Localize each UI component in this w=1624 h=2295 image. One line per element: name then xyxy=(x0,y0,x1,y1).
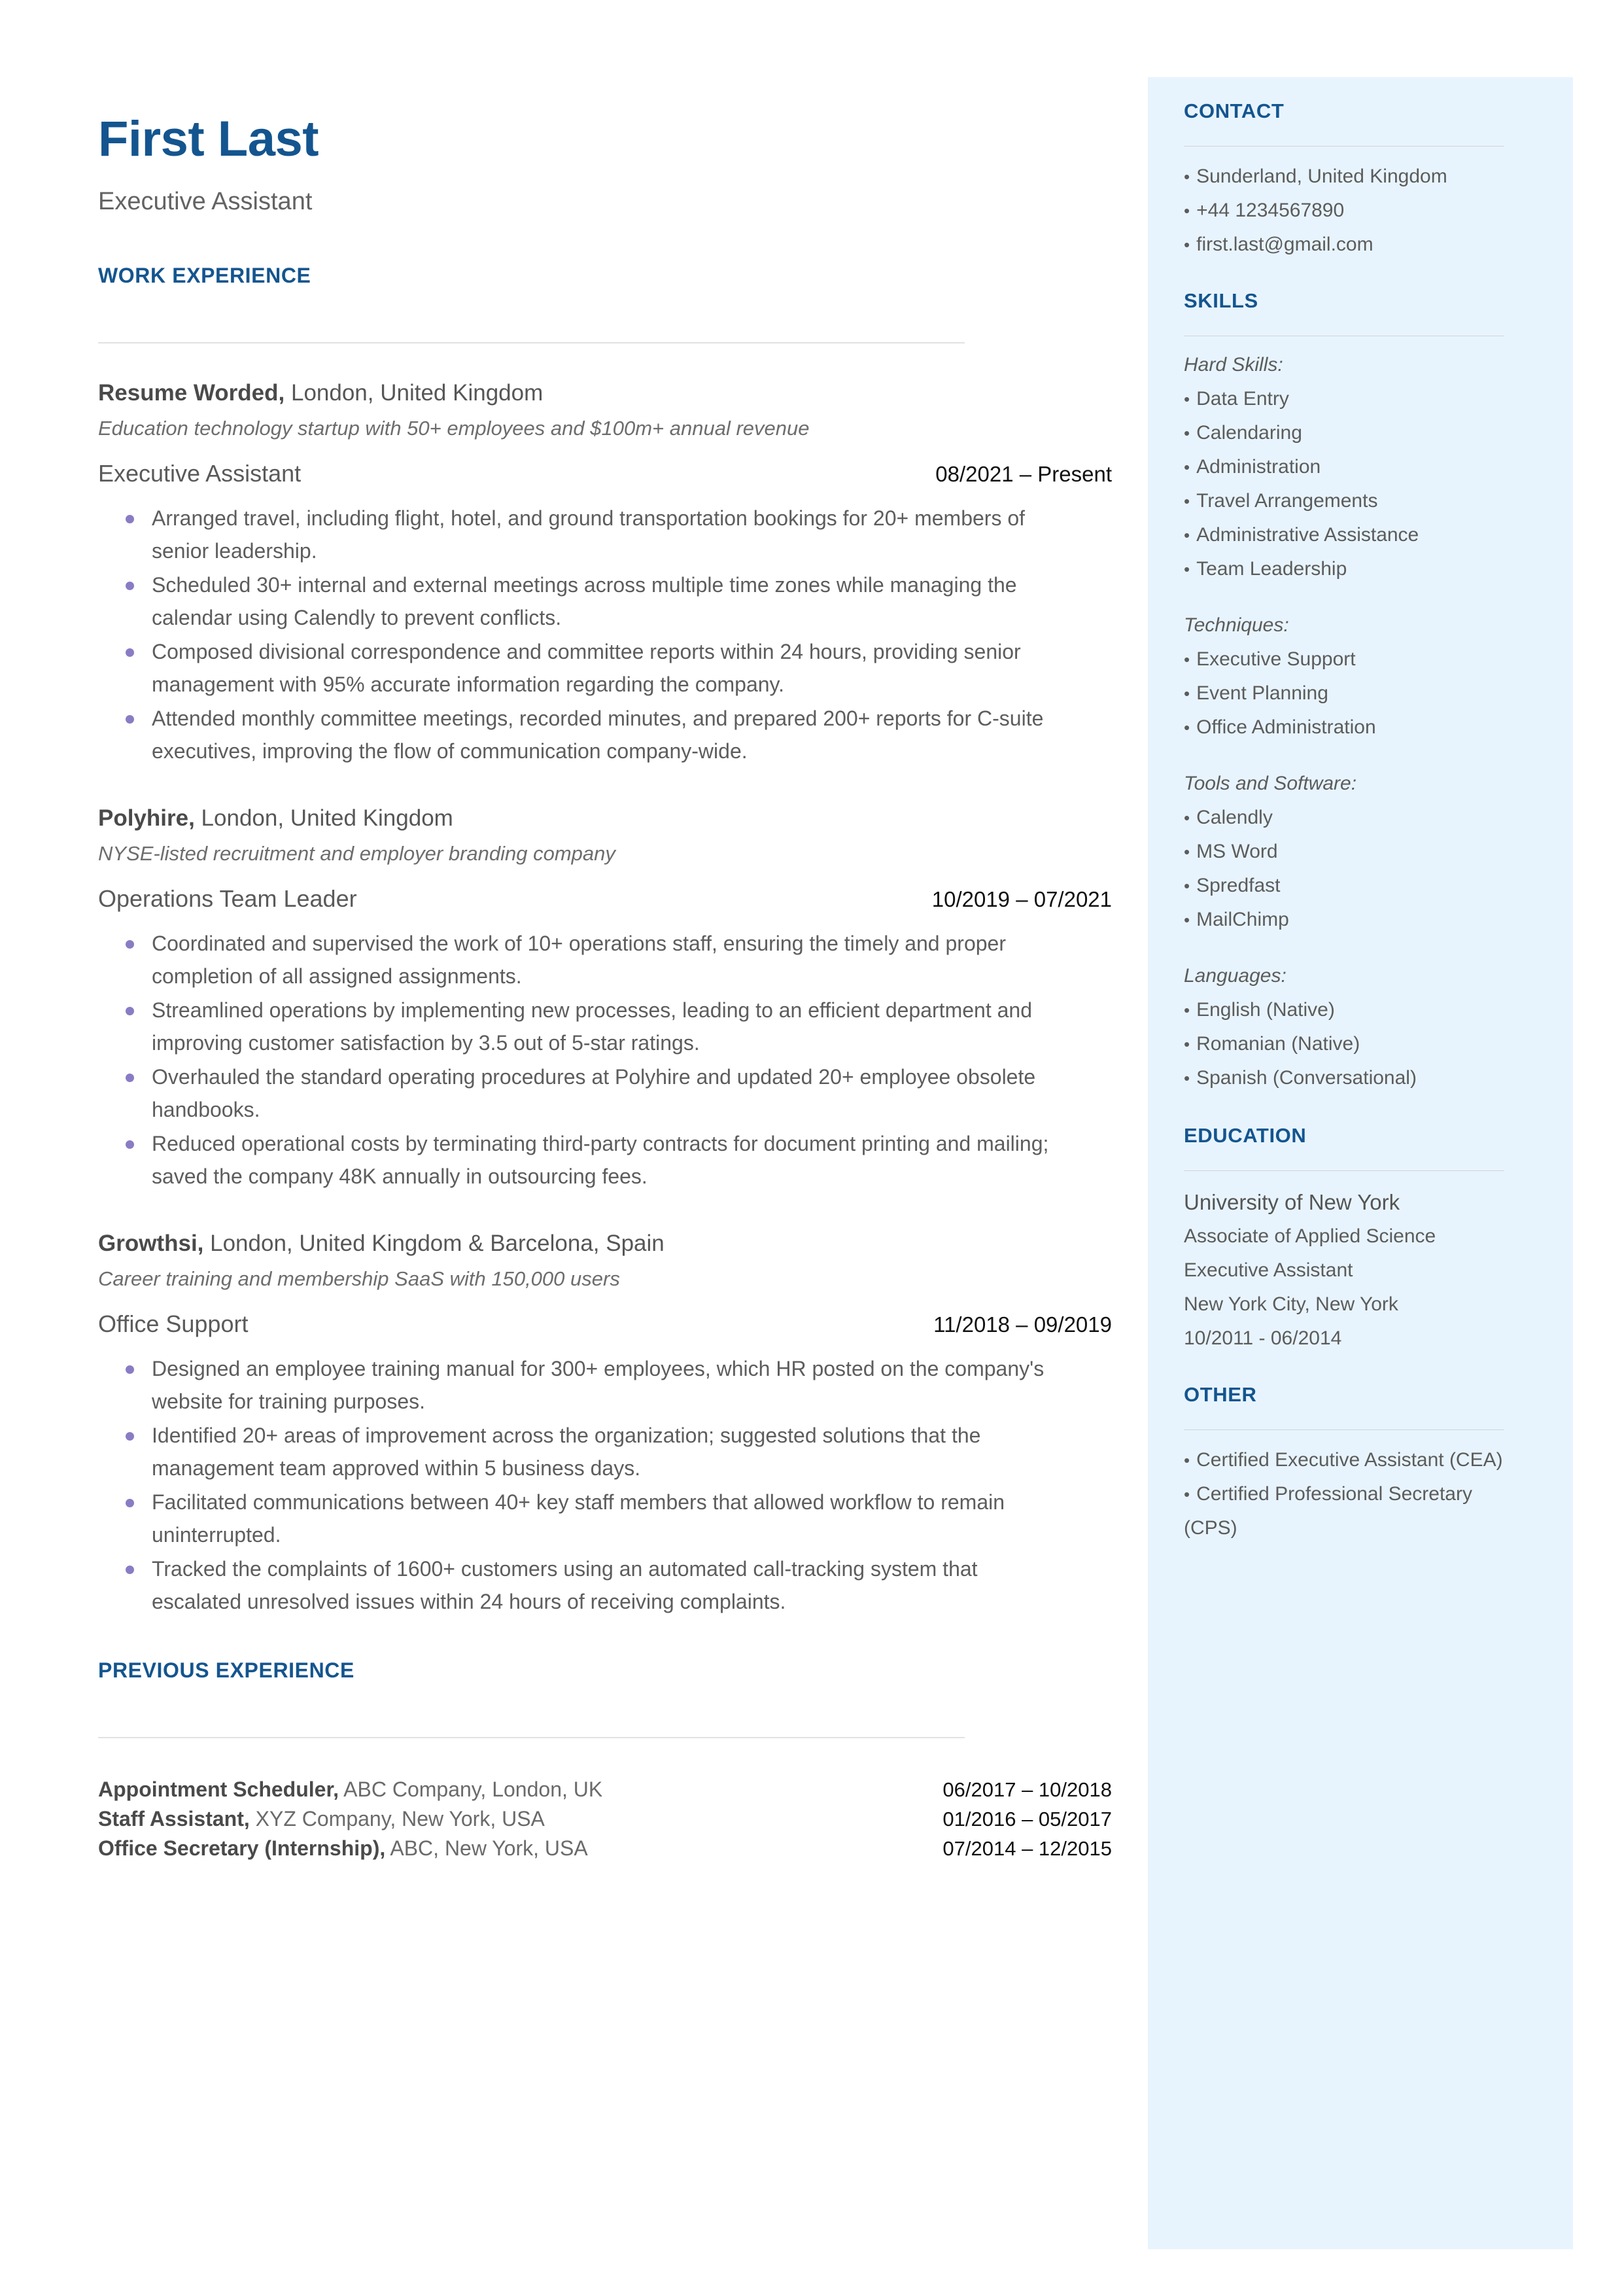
job-role-row xyxy=(98,885,1112,913)
job-entry xyxy=(98,380,1125,767)
previous-role-title: Appointment Scheduler, xyxy=(98,1777,339,1801)
skills-heading: SKILLS xyxy=(1184,289,1258,312)
bullet-dot-icon: • xyxy=(1184,876,1190,896)
skill-item: • Spanish (Conversational) xyxy=(1184,1067,1417,1089)
previous-role-dates: 01/2016 – 05/2017 xyxy=(942,1807,1112,1831)
job-company: Resume Worded, xyxy=(98,380,285,406)
skill-item: • Travel Arrangements xyxy=(1184,490,1378,512)
job-company: Polyhire, xyxy=(98,805,195,831)
sidebar-section-education xyxy=(1184,1125,1517,1356)
job-bullet-list xyxy=(98,1352,1073,1618)
previous-role-detail: ABC Company, London, UK xyxy=(339,1777,603,1801)
skill-item: • Data Entry xyxy=(1184,388,1289,410)
job-company-line xyxy=(98,1231,1125,1257)
job-bullet: Identified 20+ areas of improvement across the organization; suggested solutions that the management team approved within 5 business days. xyxy=(98,1419,1073,1484)
job-location: London, United Kingdom xyxy=(194,805,453,831)
education-degree: Associate of Applied Science xyxy=(1184,1225,1436,1247)
contact-phone[interactable]: +44 1234567890 xyxy=(1196,200,1345,221)
job-bullet: Composed divisional correspondence and committee reports within 24 hours, providing senior management with 95% accurate information regarding the company. xyxy=(98,635,1073,701)
bullet-dot-icon: • xyxy=(1184,1034,1190,1054)
job-bullet: Coordinated and supervised the work of 10+ operations staff, ensuring the timely and proper completion of all assigned assignments. xyxy=(98,927,1073,992)
contact-location: Sunderland, United Kingdom xyxy=(1196,166,1447,187)
previous-role-line xyxy=(98,1775,602,1804)
main-column xyxy=(98,0,1125,1863)
job-bullet: Reduced operational costs by terminating third-party contracts for document printing and mailing; saved the company 48K annually in outsourcing fees. xyxy=(98,1127,1073,1193)
previous-role-detail: ABC, New York, USA xyxy=(385,1836,588,1860)
job-bullet-list xyxy=(98,927,1073,1193)
work-experience-heading: WORK EXPERIENCE xyxy=(98,264,311,287)
job-location: London, United Kingdom & Barcelona, Spain xyxy=(203,1230,665,1256)
education-field: Executive Assistant xyxy=(1184,1259,1353,1281)
job-dates: 10/2019 – 07/2021 xyxy=(931,886,1112,911)
bullet-dot-icon: • xyxy=(1184,491,1190,511)
other-heading: OTHER xyxy=(1184,1383,1257,1406)
skills-group-label: Tools and Software: xyxy=(1184,773,1357,794)
skill-item: • Calendly xyxy=(1184,807,1273,828)
job-description: Career training and membership SaaS with 150,000 users xyxy=(98,1267,620,1291)
skill-item: • Event Planning xyxy=(1184,682,1328,704)
previous-role-line xyxy=(98,1834,588,1863)
job-dates: 08/2021 – Present xyxy=(935,461,1112,486)
skill-item: • Calendaring xyxy=(1184,422,1302,444)
previous-experience-row xyxy=(98,1775,1112,1804)
contact-heading: CONTACT xyxy=(1184,99,1285,122)
bullet-dot-icon: • xyxy=(1184,1484,1190,1504)
job-role: Executive Assistant xyxy=(98,459,302,487)
previous-role-title: Office Secretary (Internship), xyxy=(98,1836,386,1860)
job-bullet: Attended monthly committee meetings, recorded minutes, and prepared 200+ reports for C-suite executives, improving the flow of communication company-wide. xyxy=(98,702,1073,767)
job-entry xyxy=(98,1231,1125,1618)
skill-item: • Administrative Assistance xyxy=(1184,524,1419,546)
skill-item: • Team Leadership xyxy=(1184,558,1347,580)
job-dates: 11/2018 – 09/2019 xyxy=(933,1312,1112,1337)
bullet-dot-icon: • xyxy=(1184,842,1190,862)
job-company-line xyxy=(98,380,1125,406)
job-role-row xyxy=(98,1310,1112,1338)
skills-group-label: Techniques: xyxy=(1184,614,1289,636)
skill-item: • Spredfast xyxy=(1184,875,1281,896)
bullet-dot-icon: • xyxy=(1184,559,1190,579)
sidebar-section-skills xyxy=(1184,290,1517,1095)
sidebar xyxy=(1148,77,1573,2249)
previous-role-dates: 06/2017 – 10/2018 xyxy=(942,1778,1112,1801)
contact-item xyxy=(1184,160,1517,194)
bullet-dot-icon: • xyxy=(1184,389,1190,409)
bullet-dot-icon: • xyxy=(1184,718,1190,737)
previous-experience-heading: PREVIOUS EXPERIENCE xyxy=(98,1658,354,1682)
bullet-dot-icon: • xyxy=(1184,423,1190,443)
bullet-dot-icon: • xyxy=(1184,684,1190,703)
education-heading: EDUCATION xyxy=(1184,1124,1307,1147)
job-bullet: Streamlined operations by implementing new processes, leading to an efficient department and improving customer satisfaction by 3.5 out of 5-star ratings. xyxy=(98,994,1073,1059)
previous-role-title: Staff Assistant, xyxy=(98,1806,250,1831)
education-school: University of New York xyxy=(1184,1190,1400,1214)
contact-email[interactable]: first.last@gmail.com xyxy=(1196,234,1373,255)
skills-group-label: Languages: xyxy=(1184,965,1287,987)
job-description: NYSE-listed recruitment and employer branding company xyxy=(98,842,615,866)
job-bullet: Designed an employee training manual for 300+ employees, which HR posted on the company's website for training purposes. xyxy=(98,1352,1073,1418)
job-bullet: Tracked the complaints of 1600+ customers using an automated call-tracking system that escalated unresolved issues within 24 hours of receiving complaints. xyxy=(98,1552,1073,1618)
skills-group-label: Hard Skills: xyxy=(1184,354,1283,376)
skill-item: • English (Native) xyxy=(1184,999,1335,1021)
job-role: Operations Team Leader xyxy=(98,885,357,912)
bullet-dot-icon: • xyxy=(1184,201,1190,220)
sidebar-section-other xyxy=(1184,1384,1517,1545)
skill-item: • Office Administration xyxy=(1184,716,1376,738)
education-dates: 10/2011 - 06/2014 xyxy=(1184,1327,1342,1349)
other-item: • Certified Executive Assistant (CEA) xyxy=(1184,1449,1503,1471)
bullet-dot-icon: • xyxy=(1184,910,1190,930)
contact-item xyxy=(1184,194,1517,228)
job-bullet: Arranged travel, including flight, hotel, and ground transportation bookings for 20+ members of senior leadership. xyxy=(98,502,1073,567)
previous-role-line xyxy=(98,1804,545,1833)
job-location: London, United Kingdom xyxy=(285,380,544,406)
skill-item: • MailChimp xyxy=(1184,909,1289,930)
education-location: New York City, New York xyxy=(1184,1293,1398,1315)
bullet-dot-icon: • xyxy=(1184,1450,1190,1470)
skill-item: • MS Word xyxy=(1184,841,1278,862)
job-company: Growthsi, xyxy=(98,1230,204,1256)
job-role-row xyxy=(98,460,1112,487)
bullet-dot-icon: • xyxy=(1184,808,1190,828)
bullet-dot-icon: • xyxy=(1184,167,1190,186)
bullet-dot-icon: • xyxy=(1184,457,1190,477)
job-bullet: Facilitated communications between 40+ key staff members that allowed workflow to remain uninterrupted. xyxy=(98,1486,1073,1551)
job-description: Education technology startup with 50+ employees and $100m+ annual revenue xyxy=(98,417,810,440)
skill-item: • Administration xyxy=(1184,456,1321,478)
bullet-dot-icon: • xyxy=(1184,650,1190,669)
skill-item: • Romanian (Native) xyxy=(1184,1033,1360,1055)
bullet-dot-icon: • xyxy=(1184,525,1190,545)
page-title: First Last xyxy=(98,111,319,167)
previous-role-dates: 07/2014 – 12/2015 xyxy=(942,1836,1112,1860)
job-bullet: Overhauled the standard operating procedures at Polyhire and updated 20+ employee obsolete handbooks. xyxy=(98,1060,1073,1126)
job-entry xyxy=(98,805,1125,1193)
job-bullet-list xyxy=(98,502,1073,767)
bullet-dot-icon: • xyxy=(1184,235,1190,254)
bullet-dot-icon: • xyxy=(1184,1068,1190,1088)
bullet-dot-icon: • xyxy=(1184,1000,1190,1020)
previous-experience-row xyxy=(98,1804,1112,1834)
job-bullet: Scheduled 30+ internal and external meetings across multiple time zones while managing the calendar using Calendly to prevent conflicts. xyxy=(98,569,1073,634)
sidebar-section-contact xyxy=(1184,101,1517,262)
other-item: • Certified Professional Secretary (CPS) xyxy=(1184,1483,1472,1539)
contact-item xyxy=(1184,228,1517,262)
previous-role-detail: XYZ Company, New York, USA xyxy=(249,1806,545,1831)
job-company-line xyxy=(98,805,1125,832)
skill-item: • Executive Support xyxy=(1184,648,1356,670)
previous-experience-row xyxy=(98,1834,1112,1863)
job-role: Office Support xyxy=(98,1310,249,1337)
header-subtitle: Executive Assistant xyxy=(98,188,313,215)
